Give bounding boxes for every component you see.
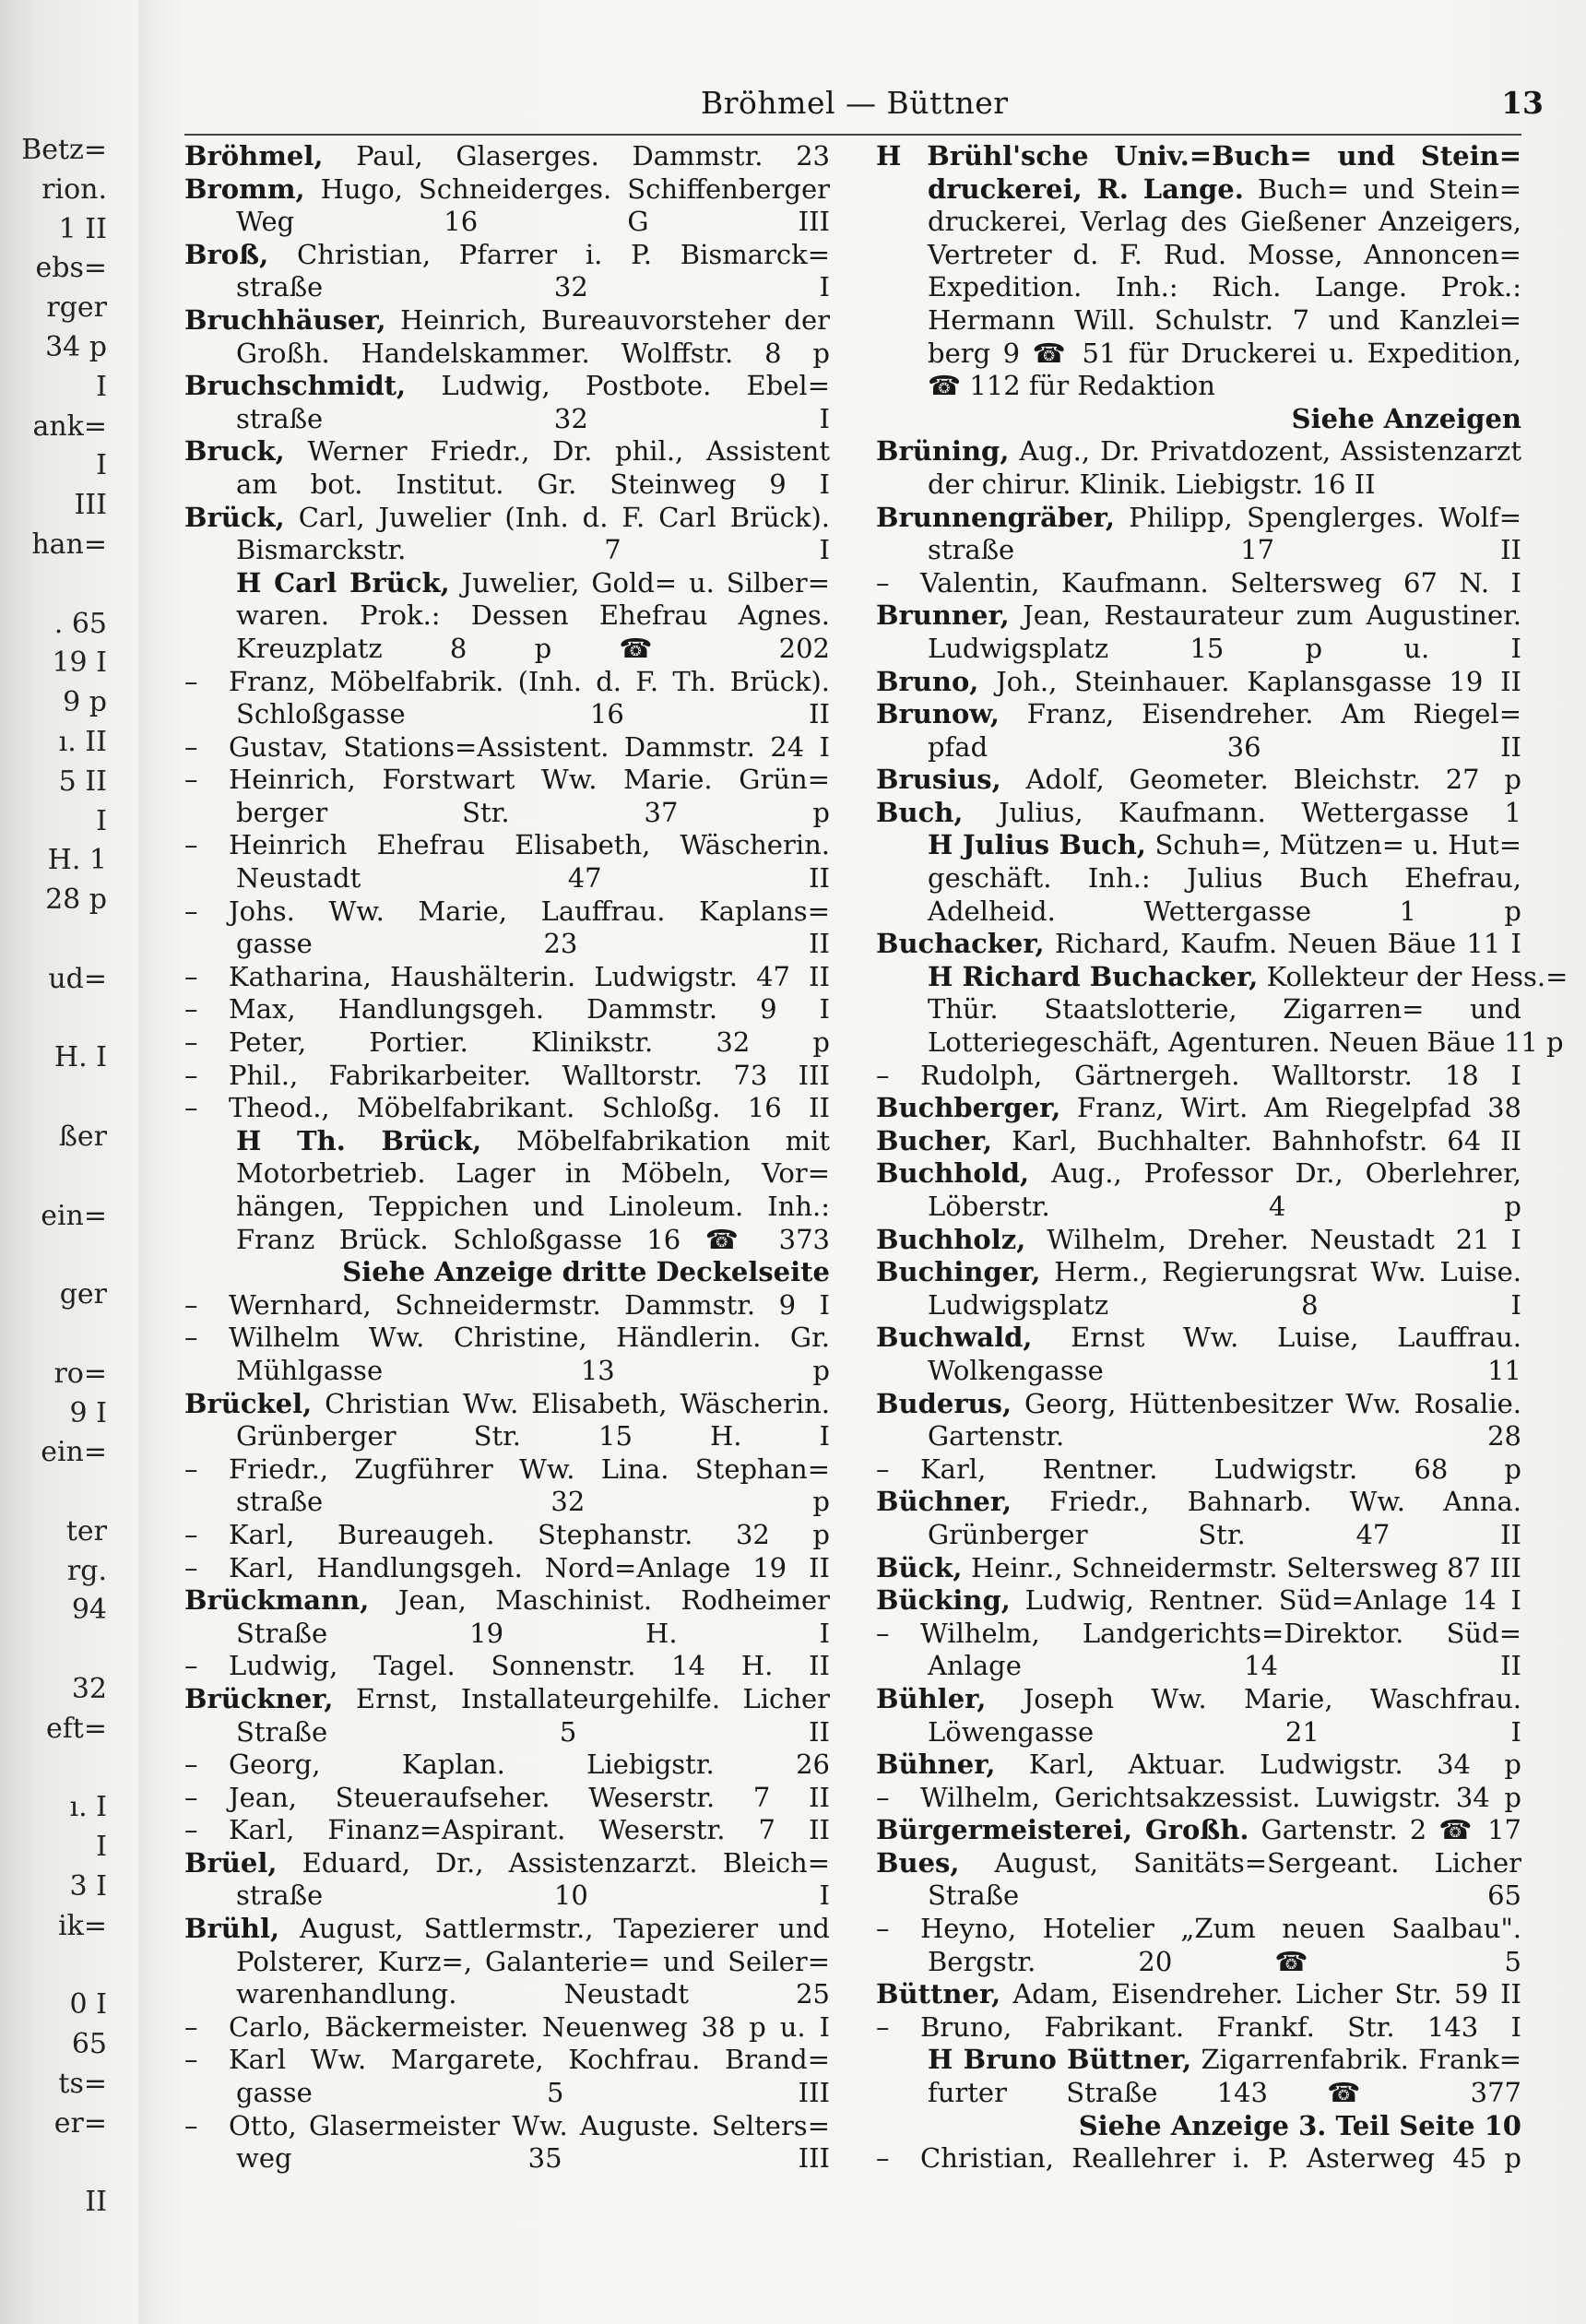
directory-entry: – Rudolph, Gärtnergeh. Walltorstr. 18 I	[876, 1059, 1521, 1091]
left-page-fragment	[0, 1236, 111, 1275]
left-page-fragment: Betz=	[21, 134, 107, 166]
directory-entry: – Wernhard, Schneidermstr. Dammstr. 9 I	[184, 1288, 830, 1321]
directory-entry: – Jean, Steueraufseher. Weserstr. 7 II	[184, 1781, 830, 1813]
entry-continuation: Löwengasse 21 I	[928, 1715, 1521, 1748]
directory-entry: Bück, Heinr., Schneidermstr. Seltersweg 87 III	[876, 1551, 1521, 1583]
ditto-dash: –	[184, 2109, 198, 2141]
gutter-shadow	[138, 0, 184, 2324]
directory-entry: Broß, Christian, Pfarrer i. P. Bismarck=	[184, 238, 830, 270]
entry-continuation: Anlage 14 II	[928, 1650, 1521, 1682]
directory-entry: – Karl, Finanz=Aspirant. Weserstr. 7 II	[184, 1814, 830, 1846]
left-page-fragment: I	[96, 370, 107, 403]
directory-entry: Bühner, Karl, Aktuar. Ludwigstr. 34 p	[876, 1749, 1521, 1781]
ditto-dash: –	[876, 1617, 890, 1649]
ditto-dash: –	[876, 1781, 890, 1813]
left-page-fragment: ger	[59, 1278, 107, 1311]
ditto-dash: –	[184, 960, 198, 992]
directory-entry: Büttner, Adam, Eisendreher. Licher Str. 59 II	[876, 1978, 1521, 2010]
directory-entry: – Bruno, Fabrikant. Frankf. Str. 143 I	[876, 2010, 1521, 2043]
left-page-fragment	[0, 2144, 111, 2184]
left-page-fragment	[0, 1315, 111, 1355]
directory-entry: – Ludwig, Tagel. Sonnenstr. 14 H. II	[184, 1650, 830, 1682]
directory-entry: H Brühl'sche Univ.=Buch= und Stein=	[876, 140, 1521, 172]
left-page-fragment	[0, 1157, 111, 1197]
directory-entry: Büchner, Friedr., Bahnarb. Ww. Anna.	[876, 1486, 1521, 1518]
entry-continuation: Ludwigsplatz 15 p u. I	[928, 632, 1521, 664]
entry-continuation: Motorbetrieb. Lager in Möbeln, Vor=	[236, 1157, 830, 1190]
entry-continuation: druckerei, Verlag des Gießener Anzeigers,	[928, 206, 1521, 238]
directory-entry: Brühl, August, Sattlermstr., Tapezierer und	[184, 1913, 830, 1945]
entry-continuation: der chirur. Klinik. Liebigstr. 16 II	[928, 468, 1376, 500]
left-page-fragment: ro=	[53, 1357, 107, 1390]
directory-entry: Buchholz, Wilhelm, Dreher. Neustadt 21 I	[876, 1223, 1521, 1255]
entry-continuation: H Julius Buch, Schuh=, Mützen= u. Hut=	[928, 829, 1521, 861]
entry-continuation: berger Str. 37 p	[236, 796, 830, 828]
ditto-dash: –	[184, 993, 198, 1026]
directory-entry: Bürgermeisterei, Großh. Gartenstr. 2 ☎ 17	[876, 1814, 1522, 1846]
left-page-fragment: ı. II	[58, 725, 107, 758]
directory-entry: Brückel, Christian Ww. Elisabeth, Wäscherin.	[184, 1387, 830, 1419]
left-page-fragment: I	[96, 804, 107, 837]
directory-entry: – Johs. Ww. Marie, Lauffrau. Kaplans=	[184, 895, 830, 927]
entry-continuation: Gartenstr. 28	[928, 1420, 1521, 1452]
directory-entry: – Franz, Möbelfabrik. (Inh. d. F. Th. Brück).	[184, 665, 830, 697]
ditto-dash: –	[184, 1026, 198, 1059]
entry-continuation: berg 9 ☎ 51 für Druckerei u. Expedition,	[928, 337, 1521, 369]
directory-entry: – Heyno, Hotelier „Zum neuen Saalbau".	[876, 1913, 1521, 1945]
directory-entry: – Max, Handlungsgeh. Dammstr. 9 I	[184, 993, 830, 1026]
directory-entry: Bruno, Joh., Steinhauer. Kaplansgasse 19 II	[876, 665, 1521, 697]
entry-continuation: H Carl Brück, Juwelier, Gold= u. Silber=	[236, 566, 831, 599]
entry-continuation: am bot. Institut. Gr. Steinweg 9 I	[236, 468, 830, 500]
directory-entry: Bröhmel, Paul, Glaserges. Dammstr. 23	[184, 140, 830, 172]
advert-reference: Siehe Anzeige 3. Teil Seite 10	[1078, 2109, 1521, 2141]
left-page-fragments	[0, 131, 111, 2223]
left-page-fragment: 9 p	[63, 686, 107, 719]
left-page-fragment: ts=	[58, 2068, 107, 2101]
directory-entry: Bücking, Ludwig, Rentner. Süd=Anlage 14 I	[876, 1584, 1521, 1617]
entry-continuation: Thür. Staatslotterie, Zigarren= und	[928, 993, 1521, 1026]
left-page-fragment: 1 II	[58, 212, 107, 245]
ditto-dash: –	[184, 1749, 198, 1781]
directory-entry: – Karl, Handlungsgeh. Nord=Anlage 19 II	[184, 1551, 830, 1583]
left-page-fragment: ı. I	[69, 1791, 107, 1824]
left-page-fragment: ank=	[32, 409, 107, 443]
ditto-dash: –	[184, 730, 198, 763]
left-page-fragment: rger	[46, 291, 107, 325]
left-page-fragment: rion.	[41, 172, 107, 206]
left-page-fragment	[0, 920, 111, 960]
entry-continuation: Lotteriegeschäft, Agenturen. Neuen Bäue 11 p	[928, 1026, 1564, 1059]
entry-continuation: Franz Brück. Schloßgasse 16 ☎ 373	[236, 1223, 830, 1255]
ditto-dash: –	[184, 1551, 198, 1583]
left-page-fragment: ein=	[41, 1436, 107, 1469]
entry-continuation: H Th. Brück, Möbelfabrikation mit	[236, 1124, 830, 1156]
entry-continuation: Kreuzplatz 8 p ☎ 202	[236, 632, 830, 664]
entry-continuation: Löberstr. 4 p	[928, 1191, 1521, 1222]
directory-entry: Buchwald, Ernst Ww. Luise, Lauffrau.	[876, 1322, 1521, 1354]
directory-entry: – Wilhelm, Gerichtsakzessist. Luwigstr. 34 p	[876, 1781, 1521, 1813]
directory-entry: Bruchhäuser, Heinrich, Bureauvorsteher der	[184, 303, 830, 336]
ditto-dash: –	[876, 2010, 890, 2043]
directory-entry: – Heinrich Ehefrau Elisabeth, Wäscherin.	[184, 829, 830, 861]
directory-entry: – Christian, Reallehrer i. P. Asterweg 45 p	[876, 2142, 1521, 2175]
directory-entry: – Georg, Kaplan. Liebigstr. 26	[184, 1749, 830, 1781]
directory-entry: Buchhold, Aug., Professor Dr., Oberlehrer,	[876, 1157, 1521, 1190]
directory-entry: – Otto, Glasermeister Ww. Auguste. Selters=	[184, 2109, 830, 2141]
entry-continuation: Grünberger Str. 15 H. I	[236, 1420, 830, 1452]
entry-continuation: Hermann Will. Schulstr. 7 und Kanzlei=	[928, 303, 1521, 336]
ditto-dash: –	[876, 1059, 890, 1091]
directory-entry: – Theod., Möbelfabrikant. Schloßg. 16 II	[184, 1092, 830, 1124]
entry-continuation: Straße 5 II	[236, 1715, 830, 1748]
left-page-fragment: 3 I	[69, 1870, 107, 1903]
left-page-fragment: ik=	[58, 1909, 107, 1942]
left-page-fragment: 5 II	[58, 765, 107, 798]
directory-entry: Bromm, Hugo, Schneiderges. Schiffenberger	[184, 172, 830, 205]
entry-continuation: hängen, Teppichen und Linoleum. Inh.:	[236, 1191, 830, 1222]
left-page-fragment: 34 p	[45, 330, 107, 363]
running-title: Bröhmel — Büttner	[701, 85, 1009, 121]
entry-continuation: Grünberger Str. 47 II	[928, 1518, 1521, 1550]
ditto-dash: –	[184, 1518, 198, 1550]
entry-continuation: Großh. Handelskammer. Wolffstr. 8 p	[236, 337, 830, 369]
entry-continuation: straße 32 I	[236, 271, 830, 303]
directory-entry: Brückmann, Jean, Maschinist. Rodheimer	[184, 1584, 830, 1617]
left-page-fragment: han=	[31, 528, 107, 561]
ditto-dash: –	[184, 1322, 198, 1354]
left-page-fragment: 9 I	[69, 1396, 107, 1429]
left-page-fragment: H. 1	[47, 844, 107, 877]
entry-continuation: Polsterer, Kurz=, Galanterie= und Seiler=	[236, 1945, 830, 1977]
entry-continuation: ☎ 112 für Redaktion	[928, 370, 1215, 402]
ditto-dash: –	[876, 1913, 890, 1945]
ditto-dash: –	[876, 566, 890, 599]
ditto-dash: –	[184, 2044, 198, 2076]
directory-entry: – Peter, Portier. Klinikstr. 32 p	[184, 1026, 830, 1059]
ditto-dash: –	[184, 829, 198, 861]
page-number: 13	[1501, 85, 1544, 121]
left-page-fragment	[0, 1078, 111, 1118]
directory-entry: Brückner, Ernst, Installateurgehilfe. Licher	[184, 1682, 830, 1714]
ditto-dash: –	[184, 764, 198, 796]
entry-continuation: straße 17 II	[928, 534, 1521, 566]
ditto-dash: –	[184, 665, 198, 697]
entry-continuation: Wolkengasse 11	[928, 1354, 1521, 1386]
left-page-fragment	[0, 1473, 111, 1512]
entry-continuation: Mühlgasse 13 p	[236, 1354, 830, 1386]
left-column	[184, 140, 830, 2176]
left-page-fragment: 19 I	[52, 646, 107, 680]
entry-continuation: Vertreter d. F. Rud. Mosse, Annoncen=	[928, 238, 1521, 270]
entry-continuation: straße 32 I	[236, 402, 830, 434]
left-page-fragment	[0, 1630, 111, 1670]
ditto-dash: –	[184, 1814, 198, 1846]
entry-continuation: druckerei, R. Lange. Buch= und Stein=	[928, 172, 1521, 205]
directory-entry: – Wilhelm, Landgerichts=Direktor. Süd=	[876, 1617, 1521, 1649]
directory-entry: Brüel, Eduard, Dr., Assistenzarzt. Bleich=	[184, 1846, 830, 1879]
directory-entry: Bruchschmidt, Ludwig, Postbote. Ebel=	[184, 370, 830, 402]
entry-continuation: straße 32 p	[236, 1486, 830, 1518]
left-page-fragment: ud=	[48, 962, 107, 995]
directory-entry: – Wilhelm Ww. Christine, Händlerin. Gr.	[184, 1322, 830, 1354]
left-page-fragment: H. I	[53, 1041, 107, 1074]
page-header	[184, 85, 1549, 131]
directory-entry: Bues, August, Sanitäts=Sergeant. Licher	[876, 1846, 1521, 1879]
entry-continuation: gasse 5 III	[236, 2077, 830, 2109]
ditto-dash: –	[184, 1059, 198, 1091]
entry-continuation: gasse 23 II	[236, 928, 830, 960]
directory-entry: – Gustav, Stations=Assistent. Dammstr. 24 I	[184, 730, 830, 763]
directory-entry: Buchinger, Herm., Regierungsrat Ww. Luise.	[876, 1256, 1521, 1288]
entry-continuation: Schloßgasse 16 II	[236, 698, 830, 730]
directory-entry: Bühler, Joseph Ww. Marie, Waschfrau.	[876, 1682, 1521, 1714]
directory-entry: Brunow, Franz, Eisendreher. Am Riegel=	[876, 698, 1521, 730]
left-page-fragment: ein=	[41, 1199, 107, 1232]
directory-entry: – Valentin, Kaufmann. Seltersweg 67 N. I	[876, 566, 1521, 599]
entry-continuation: straße 10 I	[236, 1879, 830, 1912]
ditto-dash: –	[876, 2142, 890, 2175]
entry-continuation: Bismarckstr. 7 I	[236, 534, 830, 566]
entry-continuation: H Richard Buchacker, Kollekteur der Hess.=	[928, 960, 1568, 992]
entry-continuation: weg 35 III	[236, 2142, 830, 2175]
right-column	[876, 140, 1568, 2176]
ditto-dash: –	[184, 895, 198, 927]
left-page-fragment: I	[96, 449, 107, 482]
directory-entry: – Carlo, Bäckermeister. Neuenweg 38 p u. I	[184, 2010, 830, 2043]
entry-continuation: Weg 16 G III	[236, 206, 830, 238]
ditto-dash: –	[876, 1452, 890, 1485]
left-page-fragment: ter	[65, 1514, 107, 1547]
entry-continuation: Ludwigsplatz 8 I	[928, 1288, 1521, 1321]
entry-continuation: Straße 19 H. I	[236, 1617, 830, 1649]
ditto-dash: –	[184, 1288, 198, 1321]
directory-entry: – Katharina, Haushälterin. Ludwigstr. 47 II	[184, 960, 830, 992]
advert-reference: Siehe Anzeige dritte Deckelseite	[342, 1256, 830, 1288]
left-page-fragment	[0, 1749, 111, 1789]
directory-entry: Buch, Julius, Kaufmann. Wettergasse 1	[876, 796, 1521, 828]
left-page-fragment: 94	[71, 1594, 107, 1627]
directory-entry: Buderus, Georg, Hüttenbesitzer Ww. Rosalie.	[876, 1387, 1521, 1419]
entry-continuation: warenhandlung. Neustadt 25	[236, 1978, 830, 2010]
entry-continuation: Adelheid. Wettergasse 1 p	[928, 895, 1521, 927]
left-page-fragment: I	[96, 1831, 107, 1864]
left-page-fragment	[0, 1947, 111, 1986]
entry-continuation: geschäft. Inh.: Julius Buch Ehefrau,	[928, 862, 1521, 895]
left-page-fragment: . 65	[53, 607, 107, 640]
left-page-fragment: eft=	[45, 1712, 107, 1745]
directory-entry: Brück, Carl, Juwelier (Inh. d. F. Carl Brück).	[184, 501, 830, 533]
left-page-fragment: 65	[71, 2028, 107, 2061]
directory-entry: Buchberger, Franz, Wirt. Am Riegelpfad 38	[876, 1092, 1521, 1124]
advert-reference: Siehe Anzeigen	[1291, 402, 1521, 434]
entry-continuation: waren. Prok.: Dessen Ehefrau Agnes.	[236, 599, 830, 632]
directory-entry: Bruck, Werner Friedr., Dr. phil., Assistent	[184, 435, 830, 468]
ditto-dash: –	[184, 1650, 198, 1682]
ditto-dash: –	[184, 1781, 198, 1813]
ditto-dash: –	[184, 1452, 198, 1485]
ditto-dash: –	[184, 2010, 198, 2043]
entry-continuation: Bergstr. 20 ☎ 5	[928, 1945, 1521, 1977]
left-page-fragment: ßer	[58, 1120, 107, 1153]
left-page-fragment: 28 p	[45, 883, 107, 917]
left-page-fragment	[0, 1000, 111, 1039]
directory-entry: Bucher, Karl, Buchhalter. Bahnhofstr. 64 II	[876, 1124, 1521, 1156]
entry-continuation: furter Straße 143 ☎ 377	[928, 2077, 1521, 2109]
entry-continuation: Straße 65	[928, 1879, 1521, 1912]
left-page-fragment: ebs=	[35, 252, 107, 285]
left-page-fragment: 32	[71, 1673, 107, 1706]
entry-continuation: pfad 36 II	[928, 730, 1521, 763]
directory-entry: Brunner, Jean, Restaurateur zum Augustiner.	[876, 599, 1521, 632]
directory-entry: – Karl, Rentner. Ludwigstr. 68 p	[876, 1452, 1521, 1485]
entry-continuation: H Bruno Büttner, Zigarrenfabrik. Frank=	[928, 2044, 1521, 2076]
directory-entry: Buchacker, Richard, Kaufm. Neuen Bäue 11 I	[876, 928, 1521, 960]
directory-entry: Brunnengräber, Philipp, Spenglerges. Wolf=	[876, 501, 1521, 533]
directory-entry: Brusius, Adolf, Geometer. Bleichstr. 27 p	[876, 764, 1521, 796]
directory-entry: – Phil., Fabrikarbeiter. Walltorstr. 73 III	[184, 1059, 830, 1091]
left-page-fragment: 0 I	[69, 1988, 107, 2022]
header-rule	[184, 134, 1521, 136]
left-page-fragment: II	[85, 2186, 107, 2219]
left-page-fragment	[0, 565, 111, 605]
ditto-dash: –	[184, 1092, 198, 1124]
left-page-fragment: rg.	[66, 1554, 107, 1587]
left-page-fragment: er=	[53, 2106, 107, 2140]
directory-entry: – Karl, Bureaugeh. Stephanstr. 32 p	[184, 1518, 830, 1550]
directory-entry: – Friedr., Zugführer Ww. Lina. Stephan=	[184, 1452, 830, 1485]
entry-continuation: Expedition. Inh.: Rich. Lange. Prok.:	[928, 271, 1521, 303]
directory-entry: – Heinrich, Forstwart Ww. Marie. Grün=	[184, 764, 830, 796]
directory-entry: Brüning, Aug., Dr. Privatdozent, Assistenzarzt	[876, 435, 1521, 468]
left-page-fragment: III	[74, 489, 107, 522]
directory-entry: – Karl Ww. Margarete, Kochfrau. Brand=	[184, 2044, 830, 2076]
entry-continuation: Neustadt 47 II	[236, 862, 830, 895]
